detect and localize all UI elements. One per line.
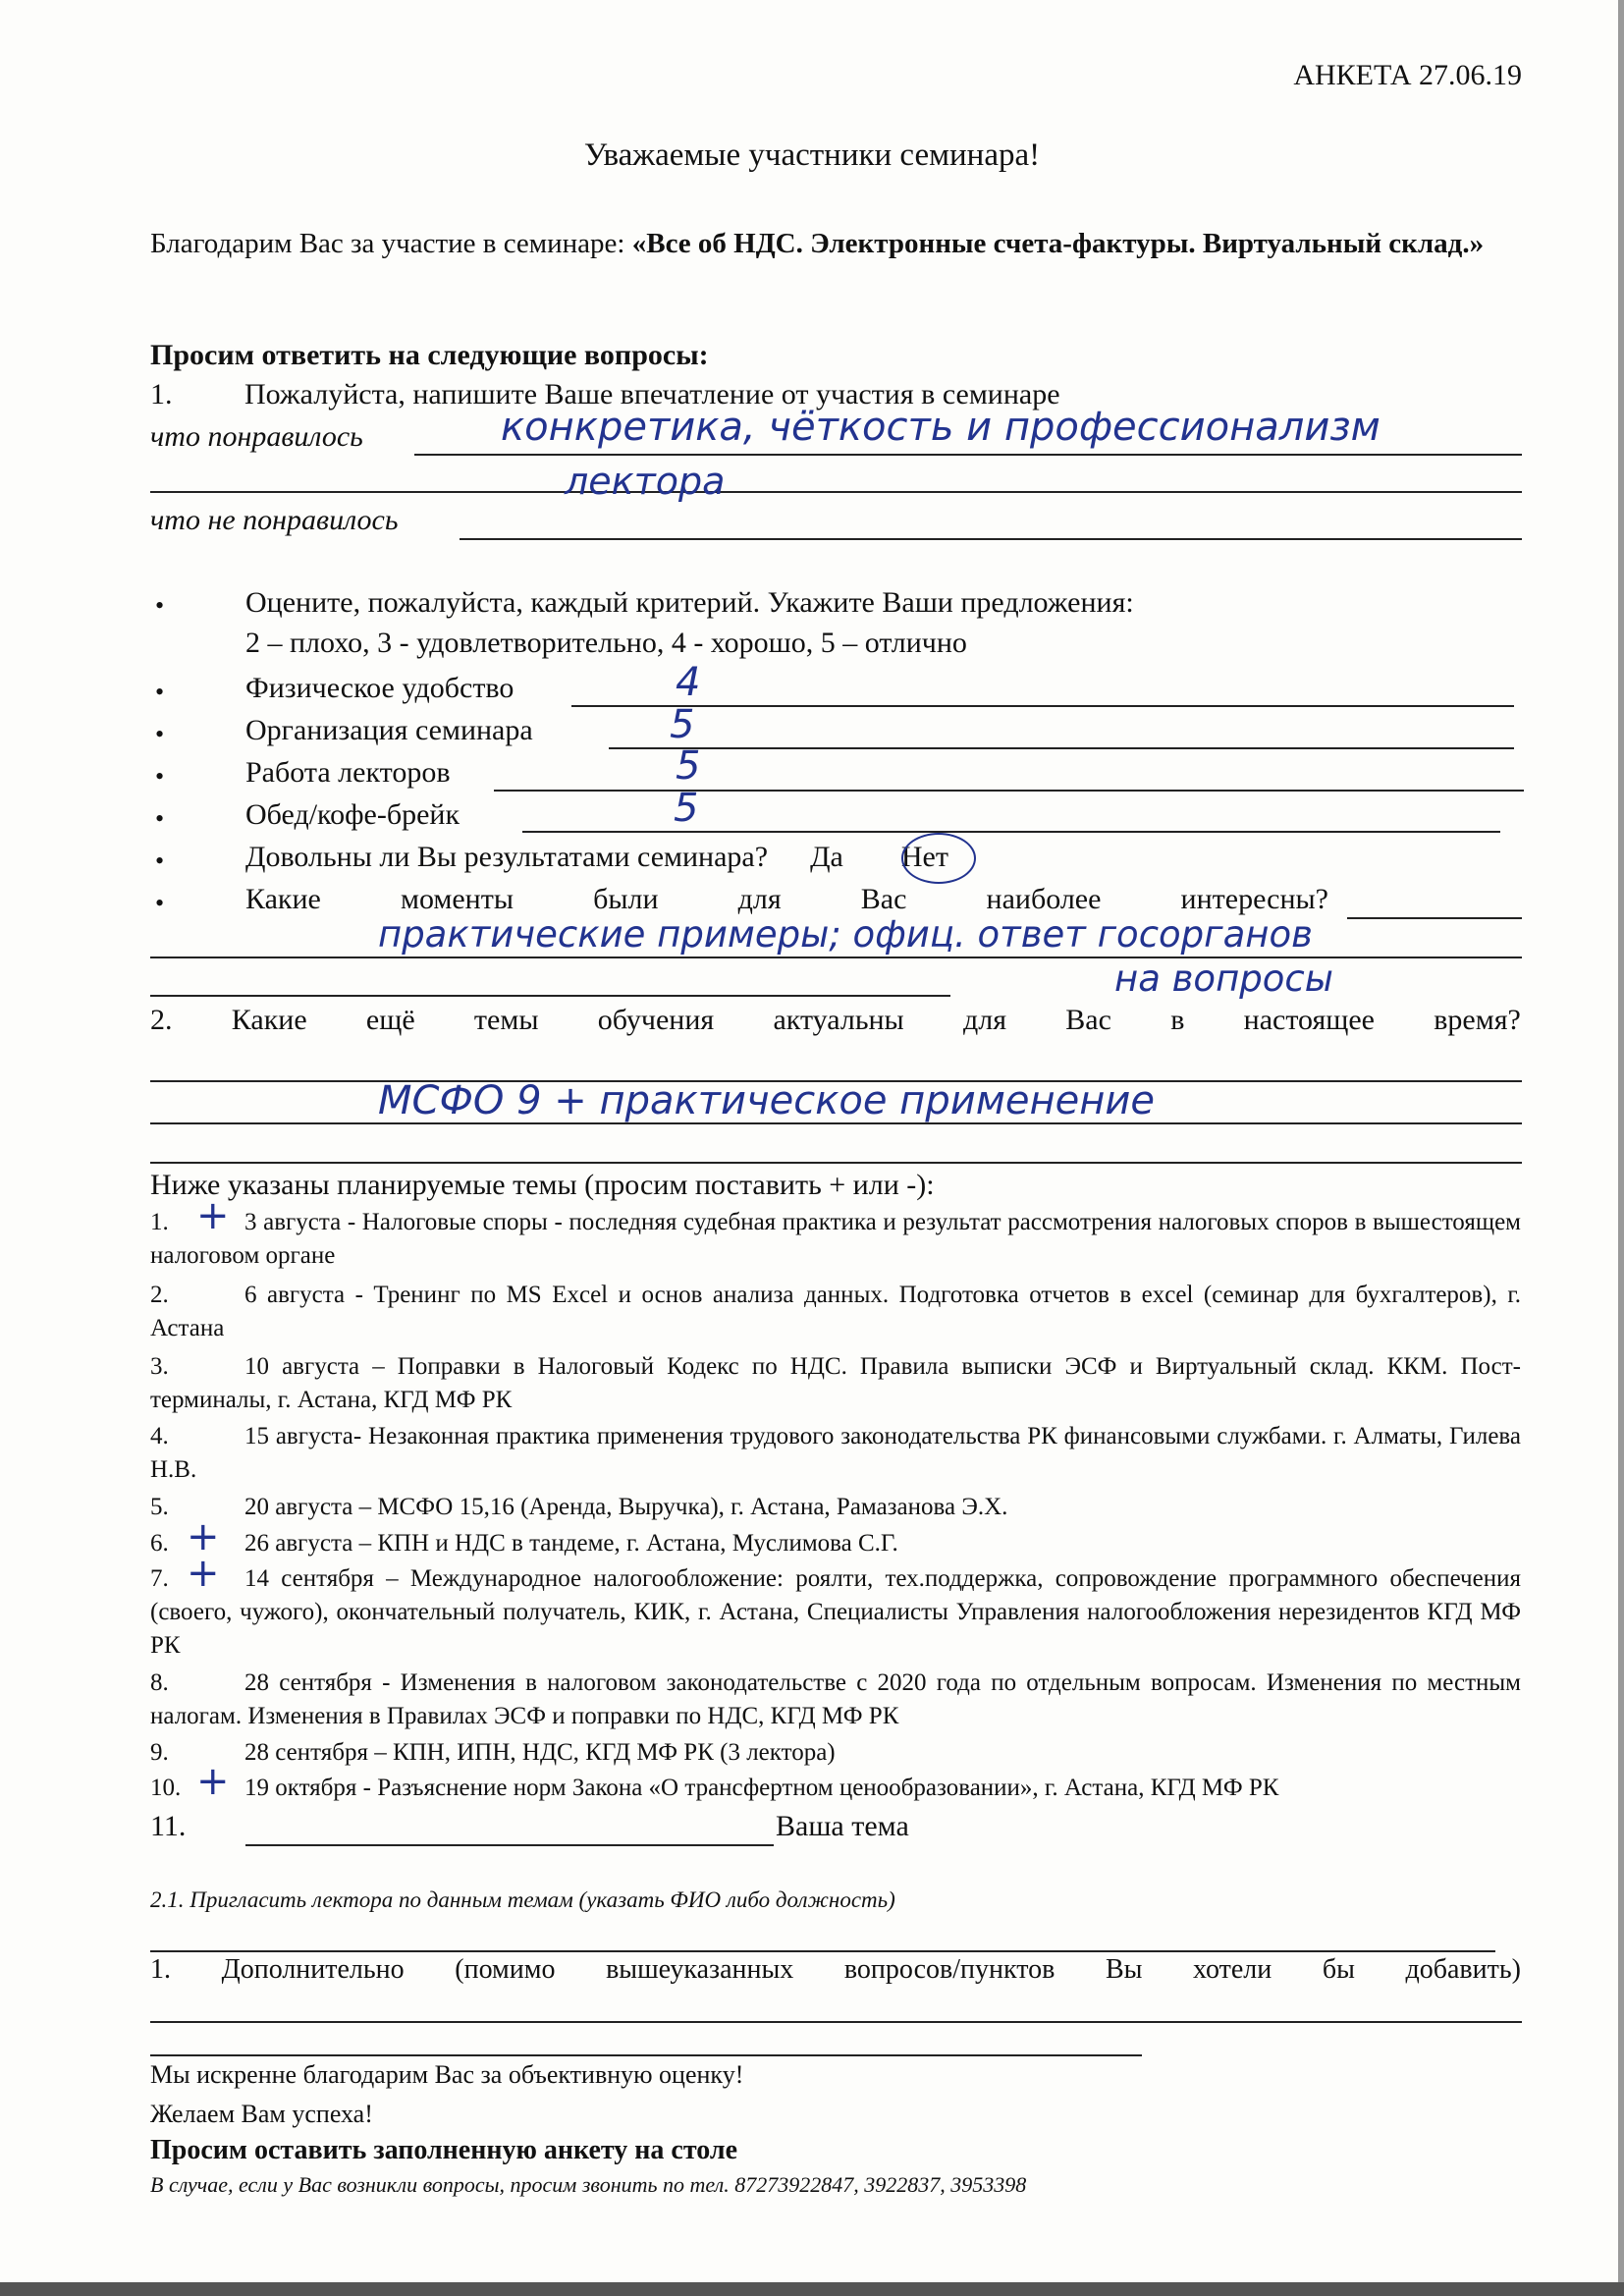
- word: Дополнительно: [221, 1954, 405, 1985]
- form-code: АНКЕТА 27.06.19: [1293, 59, 1522, 91]
- interesting-line-0[interactable]: [1347, 917, 1522, 919]
- criterion-line[interactable]: [571, 705, 1514, 707]
- bullet: •: [155, 591, 165, 620]
- disliked-line[interactable]: [460, 538, 1522, 540]
- word: для: [962, 1004, 1007, 1036]
- q2-number: 2.: [150, 1004, 173, 1036]
- disliked-label: что не понравилось: [150, 504, 399, 536]
- liked-line-2[interactable]: [150, 491, 1522, 493]
- word: Вас: [1065, 1004, 1111, 1036]
- liked-label: что понравилось: [150, 420, 363, 453]
- word: наиболее: [986, 883, 1102, 915]
- satisfied-question: [245, 841, 948, 874]
- thanks-prefix: Благодарим Вас за участие в семинаре:: [150, 228, 632, 259]
- word: обучения: [597, 1004, 715, 1036]
- q1-text: Пожалуйста, напишите Ваше впечатление от участия в семинаре: [244, 378, 1060, 410]
- word: интересны?: [1180, 883, 1328, 915]
- q2-line-2[interactable]: [150, 1122, 1522, 1124]
- greeting-heading: Уважаемые участники семинара!: [583, 137, 1041, 173]
- criterion-label: Организация семинара: [245, 714, 533, 746]
- interesting-answer-1: практические примеры; офиц. ответ госорганов: [378, 913, 1313, 956]
- criterion-score: 4: [676, 660, 701, 705]
- word: моменты: [400, 883, 514, 915]
- topic-text: 19 октября - Разъяснение норм Закона «О трансфертном ценообразовании», г. Астана, КГД МФ РК: [244, 1775, 1279, 1801]
- plus-mark: +: [187, 1551, 220, 1596]
- topic-item[interactable]: [150, 1350, 1521, 1417]
- liked-answer-2: лектора: [565, 460, 726, 503]
- criterion-line[interactable]: [609, 747, 1514, 749]
- topic-item[interactable]: [150, 1772, 1521, 1805]
- questions-heading: Просим ответить на следующие вопросы:: [150, 339, 709, 371]
- criterion-line[interactable]: [494, 790, 1524, 792]
- rating-scale: 2 – плохо, 3 - удовлетворительно, 4 - хорошо, 5 – отлично: [245, 627, 967, 659]
- liked-answer-1: конкретика, чёткость и профессионализм: [501, 405, 1380, 450]
- word: вышеуказанных: [606, 1954, 794, 1985]
- topic-item[interactable]: [150, 1279, 1521, 1345]
- q1-number: 1.: [150, 378, 173, 410]
- additional-number: 1.: [150, 1954, 171, 1985]
- word: (помимо: [455, 1954, 556, 1985]
- topic-item[interactable]: [150, 1667, 1521, 1733]
- additional-row: [150, 1954, 1521, 1986]
- topic-number: 8.: [150, 1669, 169, 1696]
- topic-number: 10.: [150, 1775, 182, 1801]
- word: темы: [473, 1004, 539, 1036]
- own-topic-row: [150, 1810, 244, 1843]
- topic-text: 15 августа- Незаконная практика применения трудового законодательства РК финансовыми службами. г. Алматы, Гилева Н.В.: [150, 1423, 1521, 1483]
- bullet: •: [155, 762, 165, 791]
- seminar-title: «Все об НДС. Электронные счета-фактуры. Виртуальный склад.»: [631, 228, 1485, 259]
- bullet: •: [155, 720, 165, 748]
- topic-number: 9.: [150, 1739, 169, 1766]
- topic-number: 7.: [150, 1565, 169, 1592]
- additional-line-2[interactable]: [150, 2054, 1142, 2056]
- word: время?: [1434, 1004, 1521, 1036]
- bullet: •: [155, 678, 165, 706]
- word: хотели: [1193, 1954, 1272, 1985]
- bullet: •: [155, 889, 165, 917]
- interesting-answer-2: на вопросы: [1114, 957, 1333, 1000]
- word: актуальны: [773, 1004, 904, 1036]
- criterion-score: 5: [674, 786, 699, 831]
- topic-item[interactable]: [150, 1562, 1521, 1663]
- word: добавить): [1405, 1954, 1521, 1985]
- word: ещё: [365, 1004, 415, 1036]
- word: бы: [1322, 1954, 1355, 1985]
- bullet: •: [155, 804, 165, 833]
- planned-heading: Ниже указаны планируемые темы (просим поставить + или -):: [150, 1169, 935, 1201]
- scan-edge-bottom: [0, 2282, 1624, 2296]
- q2-answer: МСФО 9 + практическое применение: [378, 1078, 1156, 1123]
- word: Вы: [1105, 1954, 1143, 1985]
- invite-lecturer-line[interactable]: [150, 1950, 1495, 1952]
- topic-number: 6.: [150, 1530, 169, 1557]
- topic-text: 28 сентября - Изменения в налоговом законодательстве с 2020 года по отдельным вопросам. Изменения по местным налогам. Изменения в Правилах ЭСФ и поправки по НДС, КГД МФ РК: [150, 1669, 1521, 1729]
- word: для: [737, 883, 782, 915]
- criterion-label: Физическое удобство: [245, 672, 514, 704]
- rating-intro: Оцените, пожалуйста, каждый критерий. Укажите Ваши предложения:: [245, 586, 1134, 619]
- criterion-label: Обед/кофе-брейк: [245, 798, 460, 831]
- topic-number: 5.: [150, 1494, 169, 1520]
- topic-text: 3 августа - Налоговые споры - последняя судебная практика и результат рассмотрения налоговых споров в вышестоящем налоговом органе: [150, 1209, 1521, 1269]
- liked-line-1[interactable]: [414, 454, 1522, 456]
- satisfied-text: Довольны ли Вы результатами семинара?: [245, 841, 769, 873]
- q2-row: [150, 1004, 1521, 1037]
- topic-text: 28 сентября – КПН, ИПН, НДС, КГД МФ РК (3 лектора): [244, 1739, 836, 1766]
- answer-no[interactable]: Нет: [900, 841, 948, 873]
- word: были: [593, 883, 659, 915]
- topic-number: 3.: [150, 1353, 169, 1380]
- topic-item[interactable]: [150, 1736, 1521, 1770]
- own-topic-number: 11.: [150, 1810, 187, 1842]
- footer-leave-form: Просим оставить заполненную анкету на столе: [150, 2135, 737, 2165]
- plus-mark: +: [196, 1759, 230, 1804]
- topic-text: 6 августа - Тренинг по MS Excel и основ анализа данных. Подготовка отчетов в excel (семинар для бухгалтеров), г. Астана: [150, 1282, 1521, 1341]
- word: Вас: [860, 883, 907, 915]
- topic-number: 2.: [150, 1282, 169, 1308]
- word: в: [1170, 1004, 1185, 1036]
- criterion-score: 5: [670, 702, 695, 747]
- yes-circle-mark: [901, 833, 976, 884]
- topic-text: 10 августа – Поправки в Налоговый Кодекс по НДС. Правила выписки ЭСФ и Виртуальный склад. ККМ. Пост-терминалы, г. Астана, КГД МФ РК: [150, 1353, 1521, 1413]
- additional-line-1[interactable]: [150, 2021, 1522, 2023]
- footer-contacts: В случае, если у Вас возникли вопросы, просим звонить по тел. 87273922847, 3922837, 3953398: [150, 2172, 1027, 2197]
- footer-thanks: Мы искренне благодарим Вас за объективную оценку!: [150, 2060, 744, 2089]
- word: настоящее: [1243, 1004, 1375, 1036]
- topic-text: 14 сентября – Международное налогообложение: роялти, тех.поддержка, сопровождение программного обеспечения (своего, чужого), окончательный получатель, КИК, г. Астана, Специалисты Управления налогообложения нерезидентов КГД МФ РК: [150, 1565, 1521, 1659]
- topic-item[interactable]: [150, 1491, 1521, 1524]
- footer-wish: Желаем Вам успеха!: [150, 2100, 373, 2128]
- criterion-score: 5: [676, 743, 701, 789]
- answer-yes[interactable]: Да: [810, 841, 843, 873]
- scan-edge-right: [1618, 0, 1624, 2296]
- word: Какие: [231, 1004, 307, 1036]
- criterion-line[interactable]: [522, 831, 1500, 833]
- own-topic-label: Ваша тема: [776, 1810, 909, 1842]
- word: Какие: [245, 883, 321, 915]
- bullet: •: [155, 847, 165, 875]
- own-topic-line[interactable]: [245, 1844, 774, 1846]
- word: вопросов/пунктов: [843, 1954, 1056, 1985]
- plus-mark: +: [196, 1193, 230, 1238]
- topic-number: 1.: [150, 1209, 169, 1235]
- thanks-paragraph: [150, 224, 1525, 263]
- topic-text: 20 августа – МСФО 15,16 (Аренда, Выручка), г. Астана, Рамазанова Э.Х.: [244, 1494, 1008, 1520]
- topic-item[interactable]: [150, 1527, 1521, 1560]
- topic-text: 26 августа – КПН и НДС в тандеме, г. Астана, Муслимова С.Г.: [244, 1530, 898, 1557]
- criterion-label: Работа лекторов: [245, 756, 451, 789]
- invite-lecturer-label: 2.1. Пригласить лектора по данным темам (указать ФИО либо должность): [150, 1887, 895, 1912]
- interesting-line-2[interactable]: [150, 995, 950, 997]
- interesting-question: [245, 883, 1328, 916]
- topic-item[interactable]: [150, 1420, 1521, 1487]
- q2-line-3[interactable]: [150, 1162, 1522, 1164]
- topic-number: 4.: [150, 1423, 169, 1449]
- plus-mark: +: [187, 1514, 220, 1559]
- topic-item[interactable]: [150, 1206, 1521, 1273]
